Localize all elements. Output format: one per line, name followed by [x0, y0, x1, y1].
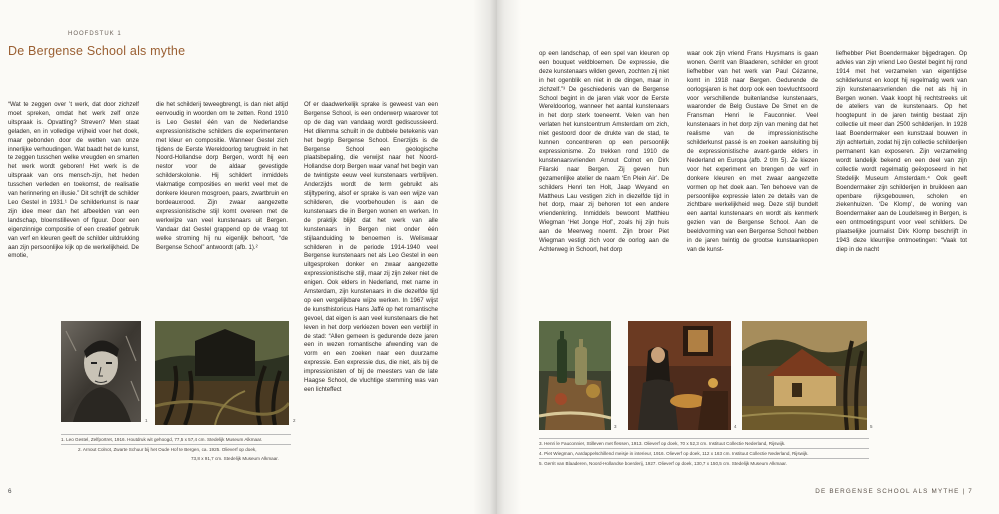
figure-2-zwarte-schuur: [155, 321, 289, 425]
text-column-1: [539, 50, 669, 255]
text-column-3: [304, 101, 438, 395]
figure-3-still-life: [539, 321, 611, 430]
figure-number: 4: [734, 424, 737, 429]
running-footer: [815, 488, 973, 495]
figure-number: 3: [614, 424, 617, 429]
caption-figure-1: 1. Leo Gestel, Zelfportret, 1916. Houtdruk wit gehoogd, 77,5 x 57,4 cm. Stedelijk Museum Alkmaar.: [61, 437, 263, 442]
right-page: [497, 0, 999, 514]
left-page: [0, 0, 497, 514]
caption-divider: [539, 448, 869, 449]
figure-1-self-portrait: [61, 321, 141, 422]
paragraph: Of er daadwerkelijk sprake is geweest van een Bergense School, is een onderwerp waarover tot op de dag van vandaag wordt gediscussieerd. Het dilemma schuilt in de dubbele betekenis van het begrip Bergense School. Enerzijds is de Bergense School een geologische plaatsbepaling, die verwijst naar het Noord-Hollandse dorp Bergen waar vanaf het begin van de twintigste eeuw veel kunstenaars verblijven. Anderzijds wordt de term gebruikt als stijltypering, alsof er sprake is van een wijze van schilderen, die voorbehouden is aan de kunstenaars die in Bergen wonen en werken. In de praktijk blijkt dat het werk van alle kunstenaars in Bergen niet onder één stijlaanduiding te benoemen is. Weliswaar schilderen in de periode 1914-1940 veel Bergense kunstenaars net als Leo Gestel in een uitgesproken donker en zwaar aangezette expressionistische stijl, maar zij zijn zeker niet de enigen. Ook elders in Nederland, met name in Amsterdam, zijn kunstenaars in die dezelfde tijd op een vergelijkbare wijze werken. In 1967 wijst de kunsthistoricus Hans Jaffé op het romantische gevoel, dat eigen is aan veel kunstenaars die het leven in het dorp verkiezen boven een verblijf in de stad: “Allen gemeen is gedurende deze jaren een in wezen romantische afwending van de vorm en een zoeken naar een duurzame expressie. Een expressie dus, die niet, als bij de impressionisten of bij de meesters van de late Haagse School, de vluchtige stemming was van een lichteffect: [304, 101, 438, 393]
page-number-left: 6: [8, 488, 12, 495]
paragraph: waar ook zijn vriend Frans Huysmans is gaan wonen. Gerrit van Blaaderen, schilder en groot liefhebber van het werk van Paul Cézanne, komt in 1918 naar Bergen. Gedurende de oorlogsjaren is het dorp ook een toevluchtsoord voor verschillende buitenlandse kunstenaars, waaronder de Belg Gustave De Smet en de Fransman Henri le Fauconnier. Veel kunstenaars in het dorp zijn van mening dat het realisme van de impressionistische schilderkunst passé is en zoeken aansluiting bij de expressionistische avant-garde elders in Nederland en Europa (afb. 2 t/m 5). Ze kiezen voor het experiment en brengen de verf in donkere kleuren en met zwaar aangezette vormen op het doek aan. Ten behoeve van de persoonlijke expressie laten ze details van de zichtbare werkelijkheid weg. Deze stijl bundelt een aantal kunstenaars en wordt als kenmerk gezien van de Bergense School. Aan de beeldvorming van een Bergense School hebben in de jaren twintig de grootse kunstaankopen van de kunst-: [687, 50, 818, 253]
text-column-1: [8, 101, 139, 261]
farmhouse-painting: [742, 321, 867, 430]
caption-figure-2: 2. Arnout Colnot, Zwarte Schuur bij het Oude Hof te Bergen, ca. 1925. Olieverf op doek,: [78, 447, 257, 452]
caption-divider: [539, 438, 869, 439]
figure-5-farmhouse: [742, 321, 867, 430]
page-number-right: | 7: [962, 488, 973, 495]
text-column-2: [156, 101, 288, 252]
self-portrait-image: [61, 321, 141, 422]
text-column-2: [687, 50, 818, 255]
still-life-painting: [539, 321, 611, 430]
footer-book-title: DE BERGENSE SCHOOL ALS MYTHE: [815, 488, 960, 495]
chapter-label: HOOFDSTUK 1: [68, 31, 122, 37]
interior-painting: [628, 321, 731, 430]
caption-figure-5: 5. Gerrit van Blaaderen, Noord-Hollandse boerderij, 1927. Olieverf op doek, 130,7 x 150,5 cm. Stedelijk Museum Alkmaar.: [539, 461, 787, 466]
chapter-title: De Bergense School als mythe: [8, 44, 186, 58]
paragraph: liefhebber Piet Boendermaker bijgedragen. Op advies van zijn vriend Leo Gestel begint hij rond 1914 met het verzamelen van eigentijdse schilderkunst en koopt hij regelmatig werk van zijn kunstenaarsvrienden die net als hij in Bergen wonen. Vaak koopt hij rechtstreeks uit de ateliers van de kunstenaars. Op het hoogtepunt in de jaren twintig bestaat zijn collectie uit meer dan 2500 schilderijen. In 1928 laat Boendermaker een kunstzaal bouwen in zijn achtertuin, zodat hij zijn collectie schilderijen permanent kan exposeren. Zijn verzameling wordt landelijk bekend en een deel van zijn collectie wordt regelmatig geëxposeerd in het Stedelijk Museum Amsterdam.⁴ Ook geeft Boendermaker zijn schilderijen in bruikleen aan openbare rijksgebouwen, scholen en ziekenhuizen. ‘De Klomp’, de woning van Boendermaker aan de Loudelsweg in Bergen, is een ontmoetingspunt voor veel schilders. De plaatselijke journalist Dirk Klomp beschrijft in 1943 deze kleurrijke ontmoetingen: “Vaak tot diep in de nacht: [836, 50, 967, 253]
caption-divider: [61, 434, 291, 435]
spine-shadow: [473, 0, 497, 514]
caption-figure-2-cont: 73,8 x 91,7 cm. Stedelijk Museum Alkmaar.: [191, 456, 279, 461]
text-column-3: [836, 50, 967, 255]
caption-divider: [61, 444, 291, 445]
paragraph: op een landschap, of een spel van kleuren op een bouquet veldbloemen. De expressie, die deze kunstenaars wilden geven, zochten zij niet in het ogenblik en niet in de dingen, maar in zichzelf.”³ De geschiedenis van de Bergense School begint in de jaren vlak voor de Eerste Wereldoorlog, wanneer het aantal kunstenaars in het dorp sterk toeneemt. Velen van hen verlaten het kunstcentrum Amsterdam om zich, niet gestoord door de drukte van de stad, te kunnen concentreren op een persoonlijk expressionisme. Zo trekken rond 1910 de kunstenaarsvrienden Arnout Colnot en Dirk Filarski naar Bergen. Zij geven hun gezamenlijke atelier de naam ‘En Plein Air’. De schilders Henri ten Holt, Jaap Weyand en Mattheus Lau vestigen zich in diezelfde tijd in het dorp, maar zij behoren tot een andere vriendenkring. Inmiddels bewoont Matthieu Wiegman ‘Het Jonge Hof’, zoals hij zijn huis aan de Meerweg noemt. Zijn broer Piet Wiegman vestigt zich voor de oorlog aan de Achterweg in Schoorl, het dorp: [539, 50, 669, 253]
black-barn-painting: [155, 321, 289, 425]
figure-4-potato-girl: [628, 321, 731, 430]
caption-figure-3: 3. Henri le Fauconnier, Stilleven met flessen, 1913. Olieverf op doek, 70 x 52,3 cm. Instituut Collectie Nederland, Rijswijk.: [539, 441, 786, 446]
caption-divider: [539, 458, 869, 459]
spine-shadow: [497, 0, 521, 514]
paragraph: die het schilderij teweegbrengt, is dan niet altijd eenvoudig in woorden om te zetten. Rond 1910 is Leo Gestel één van de Nederlandse expressionistische schilders die experimenteren met kleur en compositie. Wanneer Gestel zich tijdens de Eerste Wereldoorlog terugtrekt in het Noord-Hollandse dorp Bergen, wordt hij een nestor voor de aldaar gevestigde schilderskolonie. Hij schildert inmiddels vlakmatige composities en werkt veel met de donkere kleuren mosgroen, paars, zwartbruin en bordeauxrood. Zijn zwaar aangezette expressionistische stijl komt overeen met de werkwijze van veel kunstenaars uit Bergen. Vandaar dat Gestel grappend op de vraag tot welke stroming hij nu eigenlijk behoort, “de Bergense School” antwoordt (afb. 1).²: [156, 101, 288, 251]
figure-number: 5: [870, 424, 873, 429]
figure-number: 1: [145, 418, 148, 423]
figure-number: 2: [293, 418, 296, 423]
caption-figure-4: 4. Piet Wiegman, Aardappelschillend meisje in interieur, 1916. Olieverf op doek, 112 x 163 cm. Instituut Collectie Nederland, Rijswijk.: [539, 451, 809, 456]
paragraph: “Wat te zeggen over ’t werk, dat door zichzelf moet spreken, omdat het werk zelf onze uitspraak is. Opvatting? Streven? Men staat geladen, en in volledige vrijheid voer het doek, maar gebonden door de wetten van onze innerlijke verhoudingen. Wat baadt het de kunst, te zeggen tusschen welke vreugden en smarten het werk wordt geboren! Het werk is de uitspraak van ons mensch-zijn, het heden tusschen verleden en toekomst, de realisatie van herinnering en illusie.” Dit schrijft de schilder Leo Gestel in 1931.¹ De schilderkunst is naar zijn idee meer dan het afbeelden van een landschap, bloemstilleven of figuur. Door een eigenzinnige compositie of een creatief gebruik van verf en kleuren geeft de schilder uitdrukking aan zijn persoonlijke kijk op de werkelijkheid. De emotie,: [8, 101, 139, 260]
